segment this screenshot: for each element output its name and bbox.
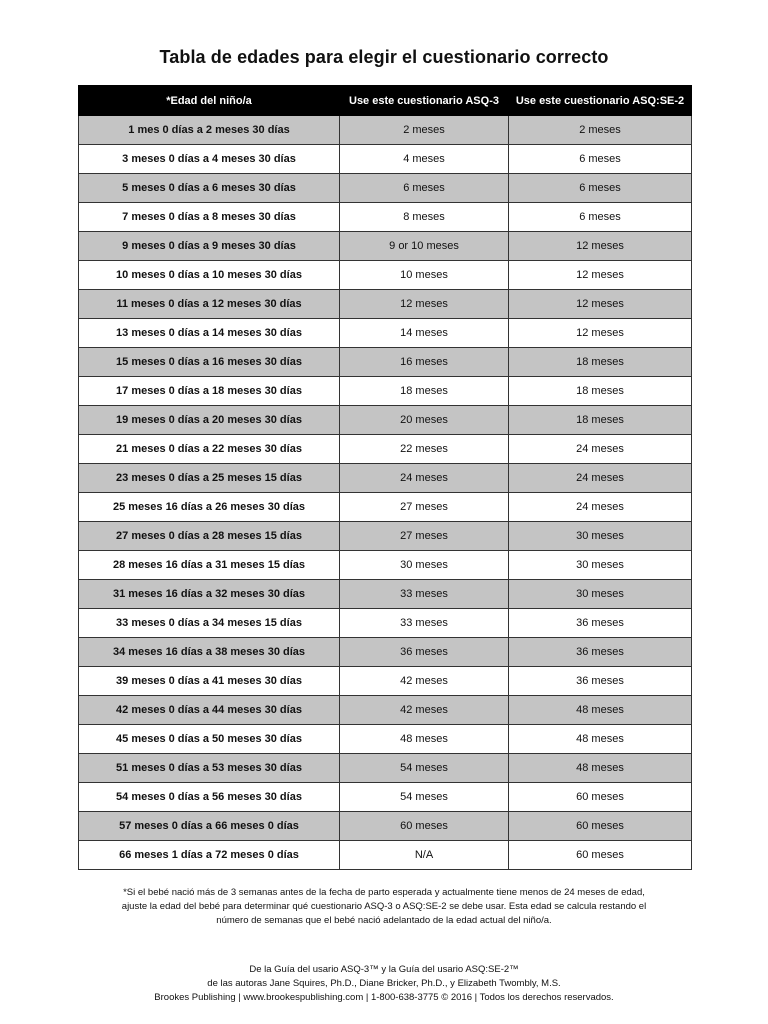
table-row bbox=[79, 348, 692, 377]
table-row bbox=[79, 290, 692, 319]
asq3-cell: 33 meses bbox=[340, 609, 509, 638]
table-row bbox=[79, 261, 692, 290]
asq3-cell: 24 meses bbox=[340, 464, 509, 493]
table-row bbox=[79, 435, 692, 464]
asq3-cell: 16 meses bbox=[340, 348, 509, 377]
asqse2-cell: 24 meses bbox=[509, 493, 692, 522]
table-row bbox=[79, 609, 692, 638]
asqse2-cell: 36 meses bbox=[509, 667, 692, 696]
asqse2-cell: 60 meses bbox=[509, 812, 692, 841]
asq3-cell: 42 meses bbox=[340, 667, 509, 696]
asqse2-cell: 30 meses bbox=[509, 580, 692, 609]
table-row bbox=[79, 116, 692, 145]
asqse2-cell: 12 meses bbox=[509, 319, 692, 348]
age-cell: 21 meses 0 días a 22 meses 30 días bbox=[79, 435, 340, 464]
asq3-cell: 48 meses bbox=[340, 725, 509, 754]
age-cell: 57 meses 0 días a 66 meses 0 días bbox=[79, 812, 340, 841]
table-row bbox=[79, 667, 692, 696]
asq3-cell: 9 or 10 meses bbox=[340, 232, 509, 261]
asq3-cell: 54 meses bbox=[340, 783, 509, 812]
asqse2-cell: 48 meses bbox=[509, 696, 692, 725]
table-row bbox=[79, 812, 692, 841]
age-cell: 23 meses 0 días a 25 meses 15 días bbox=[79, 464, 340, 493]
asq3-cell: 27 meses bbox=[340, 522, 509, 551]
asqse2-cell: 12 meses bbox=[509, 232, 692, 261]
asqse2-cell: 12 meses bbox=[509, 290, 692, 319]
age-cell: 5 meses 0 días a 6 meses 30 días bbox=[79, 174, 340, 203]
source-line: Brookes Publishing | www.brookespublishing.com | 1-800-638-3775 © 2016 | Todos los derechos reservados. bbox=[154, 992, 614, 1003]
age-cell: 39 meses 0 días a 41 meses 30 días bbox=[79, 667, 340, 696]
age-cell: 45 meses 0 días a 50 meses 30 días bbox=[79, 725, 340, 754]
age-cell: 1 mes 0 días a 2 meses 30 días bbox=[79, 116, 340, 145]
table-row bbox=[79, 377, 692, 406]
table-row bbox=[79, 406, 692, 435]
asqse2-cell: 48 meses bbox=[509, 725, 692, 754]
age-cell: 54 meses 0 días a 56 meses 30 días bbox=[79, 783, 340, 812]
table-row bbox=[79, 638, 692, 667]
table-row bbox=[79, 493, 692, 522]
table-row bbox=[79, 696, 692, 725]
asq3-cell: 27 meses bbox=[340, 493, 509, 522]
age-cell: 28 meses 16 días a 31 meses 15 días bbox=[79, 551, 340, 580]
age-cell: 51 meses 0 días a 53 meses 30 días bbox=[79, 754, 340, 783]
table-body bbox=[79, 116, 692, 870]
asqse2-cell: 30 meses bbox=[509, 551, 692, 580]
asq3-cell: 18 meses bbox=[340, 377, 509, 406]
asq3-cell: 6 meses bbox=[340, 174, 509, 203]
header-child-age: *Edad del niño/a bbox=[79, 86, 340, 116]
asq3-cell: 4 meses bbox=[340, 145, 509, 174]
table-row bbox=[79, 754, 692, 783]
age-cell: 33 meses 0 días a 34 meses 15 días bbox=[79, 609, 340, 638]
age-cell: 9 meses 0 días a 9 meses 30 días bbox=[79, 232, 340, 261]
asq3-cell: 30 meses bbox=[340, 551, 509, 580]
asq3-cell: 33 meses bbox=[340, 580, 509, 609]
header-asqse2: Use este cuestionario ASQ:SE-2 bbox=[509, 86, 692, 116]
footnote-line: *Si el bebé nació más de 3 semanas antes de la fecha de parto esperada y actualmente tiene menos de 24 meses de edad, bbox=[123, 887, 645, 898]
asq3-cell: 42 meses bbox=[340, 696, 509, 725]
header-asq3: Use este cuestionario ASQ-3 bbox=[340, 86, 509, 116]
asqse2-cell: 36 meses bbox=[509, 638, 692, 667]
age-cell: 15 meses 0 días a 16 meses 30 días bbox=[79, 348, 340, 377]
age-cell: 42 meses 0 días a 44 meses 30 días bbox=[79, 696, 340, 725]
age-cell: 7 meses 0 días a 8 meses 30 días bbox=[79, 203, 340, 232]
asq3-cell: 8 meses bbox=[340, 203, 509, 232]
table-row bbox=[79, 551, 692, 580]
table-row bbox=[79, 522, 692, 551]
footnote bbox=[90, 886, 678, 928]
age-table bbox=[78, 85, 692, 870]
asqse2-cell: 48 meses bbox=[509, 754, 692, 783]
asqse2-cell: 6 meses bbox=[509, 174, 692, 203]
page-title: Tabla de edades para elegir el cuestionario correcto bbox=[159, 47, 609, 67]
asqse2-cell: 60 meses bbox=[509, 783, 692, 812]
source-line: de las autoras Jane Squires, Ph.D., Diane Bricker, Ph.D., y Elizabeth Twombly, M.S. bbox=[207, 978, 561, 989]
age-cell: 17 meses 0 días a 18 meses 30 días bbox=[79, 377, 340, 406]
asq3-cell: 14 meses bbox=[340, 319, 509, 348]
table-row bbox=[79, 580, 692, 609]
age-cell: 10 meses 0 días a 10 meses 30 días bbox=[79, 261, 340, 290]
asqse2-cell: 18 meses bbox=[509, 348, 692, 377]
asq3-cell: 36 meses bbox=[340, 638, 509, 667]
age-cell: 27 meses 0 días a 28 meses 15 días bbox=[79, 522, 340, 551]
age-cell: 34 meses 16 días a 38 meses 30 días bbox=[79, 638, 340, 667]
asq3-cell: 12 meses bbox=[340, 290, 509, 319]
asqse2-cell: 6 meses bbox=[509, 203, 692, 232]
asq3-cell: 2 meses bbox=[340, 116, 509, 145]
asqse2-cell: 12 meses bbox=[509, 261, 692, 290]
age-cell: 25 meses 16 días a 26 meses 30 días bbox=[79, 493, 340, 522]
table-row bbox=[79, 232, 692, 261]
asq3-cell: 54 meses bbox=[340, 754, 509, 783]
source-credits bbox=[90, 963, 678, 1005]
age-cell: 13 meses 0 días a 14 meses 30 días bbox=[79, 319, 340, 348]
asqse2-cell: 60 meses bbox=[509, 841, 692, 870]
asq3-cell: 10 meses bbox=[340, 261, 509, 290]
asqse2-cell: 24 meses bbox=[509, 464, 692, 493]
asqse2-cell: 6 meses bbox=[509, 145, 692, 174]
age-cell: 19 meses 0 días a 20 meses 30 días bbox=[79, 406, 340, 435]
table-header-row bbox=[79, 86, 692, 116]
table-row bbox=[79, 145, 692, 174]
table-row bbox=[79, 174, 692, 203]
asqse2-cell: 18 meses bbox=[509, 377, 692, 406]
source-line: De la Guía del usario ASQ-3™ y la Guía del usario ASQ:SE-2™ bbox=[249, 964, 519, 975]
asqse2-cell: 2 meses bbox=[509, 116, 692, 145]
table-row bbox=[79, 319, 692, 348]
age-cell: 3 meses 0 días a 4 meses 30 días bbox=[79, 145, 340, 174]
asq3-cell: 60 meses bbox=[340, 812, 509, 841]
table-row bbox=[79, 841, 692, 870]
footnote-line: número de semanas que el bebé nació adelantado de la edad actual del niño/a. bbox=[216, 915, 552, 926]
asqse2-cell: 24 meses bbox=[509, 435, 692, 464]
asqse2-cell: 30 meses bbox=[509, 522, 692, 551]
table-row bbox=[79, 203, 692, 232]
age-cell: 11 meses 0 días a 12 meses 30 días bbox=[79, 290, 340, 319]
asqse2-cell: 18 meses bbox=[509, 406, 692, 435]
asq3-cell: N/A bbox=[340, 841, 509, 870]
table-row bbox=[79, 464, 692, 493]
asqse2-cell: 36 meses bbox=[509, 609, 692, 638]
table-row bbox=[79, 725, 692, 754]
age-cell: 31 meses 16 días a 32 meses 30 días bbox=[79, 580, 340, 609]
age-cell: 66 meses 1 días a 72 meses 0 días bbox=[79, 841, 340, 870]
table-row bbox=[79, 783, 692, 812]
asq3-cell: 22 meses bbox=[340, 435, 509, 464]
asq3-cell: 20 meses bbox=[340, 406, 509, 435]
footnote-line: ajuste la edad del bebé para determinar qué cuestionario ASQ-3 o ASQ:SE-2 se debe usar. Esta edad se calcula restando el bbox=[121, 901, 647, 912]
